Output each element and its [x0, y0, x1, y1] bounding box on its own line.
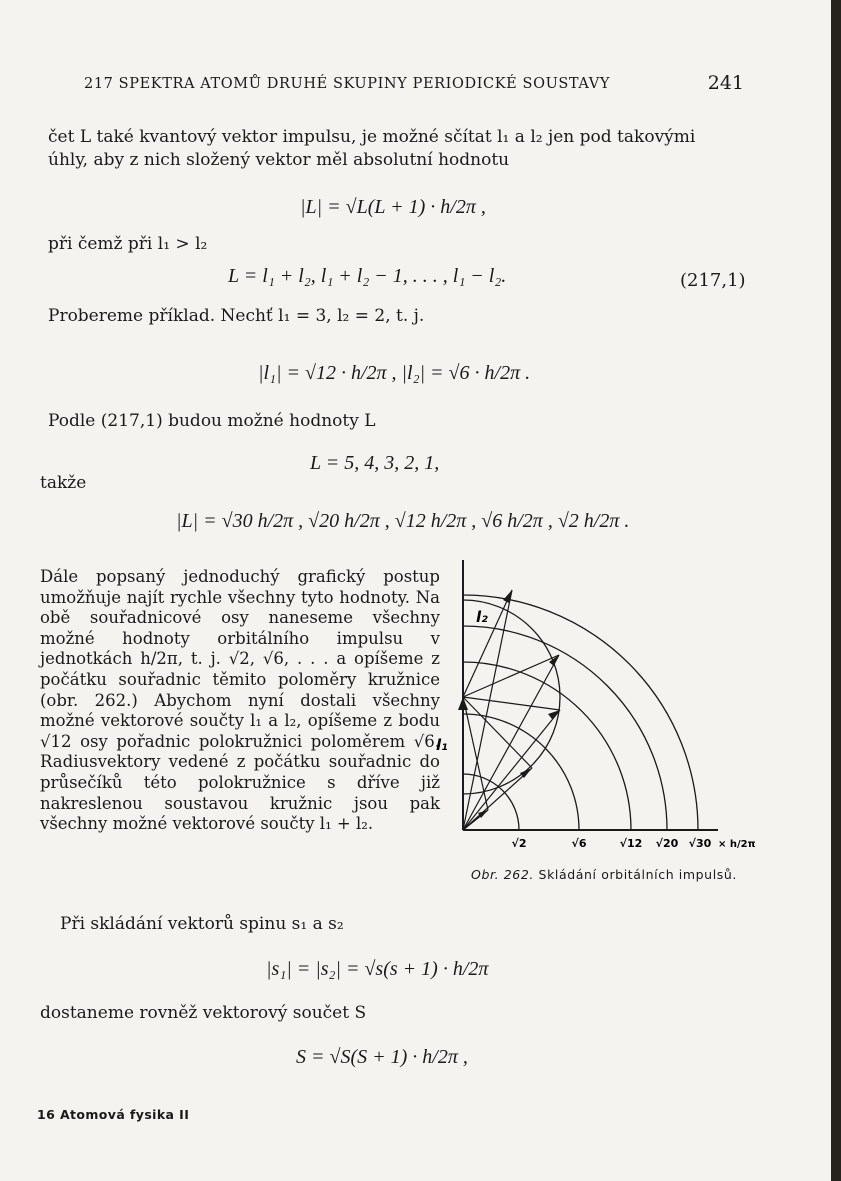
arrowhead-l1 [458, 697, 468, 710]
figure-262 [436, 560, 776, 870]
equation-2: L = l₁ + l₂, l₁ + l₂ − 1, . . . , l₁ − l₂. [228, 265, 507, 287]
circle-sqrt30 [463, 595, 698, 830]
paragraph-2: při čemž při l₁ > l₂ [48, 234, 208, 254]
page-number: 241 [707, 72, 744, 94]
caption-prefix: Obr. 262. [471, 867, 534, 882]
column-paragraph [40, 567, 440, 835]
equation-3: |l₁| = √12 · h/2π , |l₂| = √6 · h/2π . [258, 362, 531, 384]
figure-caption [470, 866, 738, 883]
paragraph-4: Podle (217,1) budou možné hodnoty L [48, 411, 376, 431]
label-l2: l₂ [476, 608, 488, 626]
tick-sqrt12: √12 [619, 837, 643, 850]
paragraph-1-line-1: čet L také kvantový vektor impulsu, je možné sčítat l₁ a l₂ jen pod takovými [48, 127, 696, 147]
paragraph-7: dostaneme rovněž vektorový součet S [40, 1003, 367, 1023]
l2-vector-2 [463, 655, 559, 697]
equation-6: |s₁| = |s₂| = √s(s + 1) · h/2π [266, 958, 489, 980]
axis-unit: × h/2π [718, 839, 756, 850]
resultant-vector-2 [463, 655, 559, 830]
equation-7: S = √S(S + 1) · h/2π , [296, 1046, 468, 1068]
footer-signature: 16 Atomová fysika II [37, 1107, 190, 1122]
paragraph-6: Při skládání vektorů spinu s₁ a s₂ [60, 914, 344, 934]
l2-vector-4 [463, 697, 532, 768]
paragraph-1-line-2: úhly, aby z nich složený vektor měl absolutní hodnotu [48, 150, 510, 170]
equation-2-number: (217,1) [680, 270, 746, 291]
tick-sqrt2: √2 [511, 837, 527, 850]
equation-4: L = 5, 4, 3, 2, 1, [310, 452, 440, 474]
column-paragraph-text: Dále popsaný jednoduchý grafický postup umožňuje najít rychle všechny tyto hodnoty. Na obě souřadnicové osy naneseme všechny možné hodnoty orbitálního impulsu v jednotkách h/2π, t. j. √2, √6, . . . a opíšeme z počátku souřadnic těmito poloměry kružnice (obr. 262.) Abychom nyní dostali všechny možné vektorové součty l₁ a l₂, opíšeme z bodu √12 osy pořadnic polokružnici poloměrem √6. Radiusvektory vedené z počátku souřadnic do průsečíků této polokružnice s dříve již nakreslenou soustavou kružnic jsou pak všechny možné vektorové součty l₁ + l₂. [40, 567, 440, 834]
resultant-vector-3 [463, 710, 560, 830]
paragraph-3: Probereme příklad. Nechť l₁ = 3, l₂ = 2, t. j. [48, 306, 425, 326]
running-title: 217 SPEKTRA ATOMŮ DRUHÉ SKUPINY PERIODICKÉ SOUSTAVY [84, 76, 610, 92]
running-header [84, 72, 744, 94]
l2-vector-3 [463, 697, 560, 710]
equation-1: |L| = √L(L + 1) · h/2π , [300, 196, 486, 218]
equation-5: |L| = √30 h/2π , √20 h/2π , √12 h/2π , √6 h/2π , √2 h/2π . [176, 510, 630, 532]
tick-sqrt30: √30 [688, 837, 712, 850]
paragraph-5: takže [40, 473, 87, 493]
caption-text: Skládání orbitálních impulsů. [538, 867, 737, 882]
tick-sqrt20: √20 [655, 837, 679, 850]
page-edge [831, 0, 841, 1181]
l2-vector-1 [463, 590, 512, 697]
tick-sqrt6: √6 [571, 837, 587, 850]
label-l1: l₁ [436, 736, 448, 754]
circle-sqrt2 [463, 774, 519, 830]
vector-diagram-svg [436, 560, 776, 870]
